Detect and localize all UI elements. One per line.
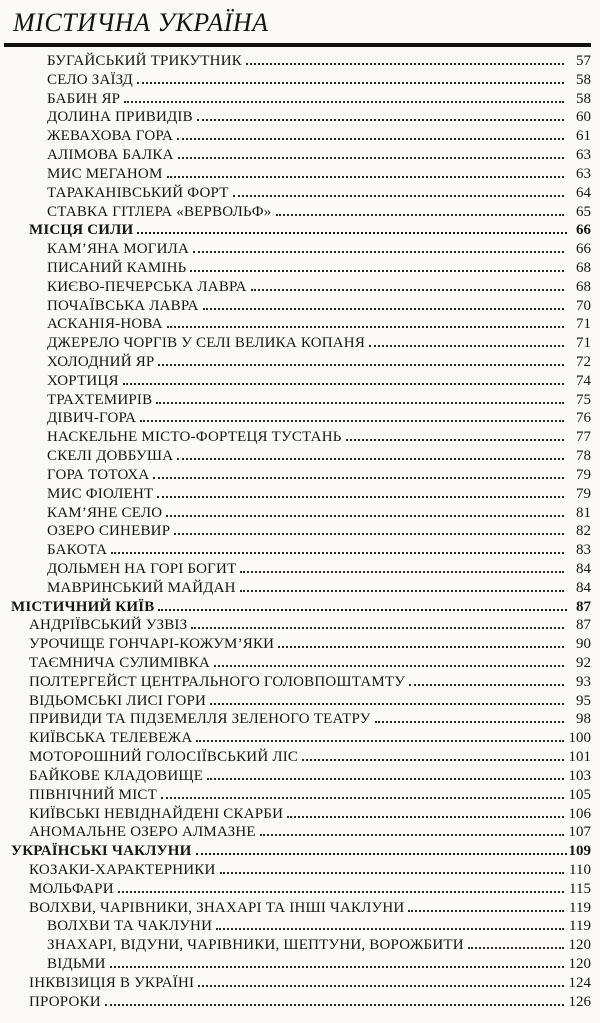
toc-entry-label: ТРАХТЕМИРІВ xyxy=(47,391,153,408)
toc-entry-label: КИЇВСЬКА ТЕЛЕВЕЖА xyxy=(29,730,193,747)
dot-leader xyxy=(137,232,567,234)
toc-entry xyxy=(3,428,591,447)
toc-entry-label: СТАВКА ГІТЛЕРА «ВЕРВОЛЬФ» xyxy=(47,203,272,220)
toc-entry xyxy=(3,240,591,259)
toc-entry-label: ОЗЕРО СИНЕВИР xyxy=(47,523,171,540)
dot-leader xyxy=(193,251,564,253)
dot-leader xyxy=(140,420,564,422)
toc-entry xyxy=(3,936,591,955)
toc-entry-page: 81 xyxy=(576,504,591,521)
header-rule xyxy=(4,43,591,47)
toc-entry-label: ПІВНІЧНИЙ МІСТ xyxy=(29,786,157,803)
toc-entry xyxy=(3,259,591,278)
toc-entry xyxy=(3,616,591,635)
dot-leader xyxy=(158,609,567,611)
toc-entry-page: 126 xyxy=(568,993,591,1010)
dot-leader xyxy=(220,872,564,874)
toc-entry xyxy=(3,278,591,297)
toc-entry-page: 115 xyxy=(569,880,591,897)
toc-entry-label: МОЛЬФАРИ xyxy=(29,880,114,897)
toc-entry-label: ТАРАКАНІВСЬКИЙ ФОРТ xyxy=(47,184,229,201)
toc-entry xyxy=(3,409,591,428)
toc-entry-page: 79 xyxy=(576,485,591,502)
toc-entry xyxy=(3,673,591,692)
toc-entry-label: ТАЄМНИЧА СУЛИМІВКА xyxy=(29,655,210,671)
toc-entry xyxy=(3,372,591,391)
toc-entry xyxy=(3,541,591,560)
toc-entry-page: 66 xyxy=(576,241,591,258)
toc-entry xyxy=(3,315,591,334)
toc-entry xyxy=(3,391,591,410)
toc-entry-label: АНОМАЛЬНЕ ОЗЕРО АЛМАЗНЕ xyxy=(29,824,256,841)
toc-entry-label: КИЇВСЬКІ НЕВІДНАЙДЕНІ СКАРБИ xyxy=(29,805,284,822)
dot-leader xyxy=(124,101,564,103)
toc-entry-page: 93 xyxy=(576,673,591,690)
toc-entry-label: БУГАЙСЬКИЙ ТРИКУТНИК xyxy=(47,53,242,69)
toc-entry-label: ГОРА ТОТОХА xyxy=(47,466,150,483)
toc-entry xyxy=(3,560,591,579)
toc-entry xyxy=(3,221,591,240)
toc-entry xyxy=(3,993,591,1012)
toc-entry-label: БАКОТА xyxy=(47,542,108,559)
dot-leader xyxy=(207,778,564,780)
toc-entry-label: БАЙКОВЕ КЛАДОВИЩЕ xyxy=(29,767,204,784)
toc-entry xyxy=(3,522,591,541)
toc-entry xyxy=(3,334,591,353)
toc-entry-page: 124 xyxy=(568,974,591,991)
toc-entry xyxy=(3,729,591,748)
toc-entry-page: 105 xyxy=(568,786,591,803)
toc-entry xyxy=(3,710,591,729)
dot-leader xyxy=(191,627,564,629)
toc-entry-label: ДОЛЬМЕН НА ГОРІ БОГИТ xyxy=(47,560,237,577)
toc-entry-page: 64 xyxy=(576,184,591,201)
toc-entry xyxy=(3,504,591,523)
toc-entry-label: ЗНАХАРІ, ВІДУНИ, ЧАРІВНИКИ, ШЕПТУНИ, ВОРОЖБИТИ xyxy=(47,937,464,954)
dot-leader xyxy=(177,458,564,460)
toc-entry xyxy=(3,447,591,466)
toc-entry xyxy=(3,805,591,824)
dot-leader xyxy=(118,891,564,893)
toc-entry xyxy=(3,899,591,918)
toc-list xyxy=(3,52,591,1011)
toc-entry-page: 57 xyxy=(576,53,591,69)
toc-entry-page: 87 xyxy=(576,598,591,615)
toc-entry-label: ПИСАНИЙ КАМІНЬ xyxy=(47,259,187,276)
toc-entry xyxy=(3,823,591,842)
dot-leader xyxy=(123,383,564,385)
toc-entry xyxy=(3,654,591,673)
dot-leader xyxy=(302,759,564,761)
toc-entry-label: ВОЛХВИ ТА ЧАКЛУНИ xyxy=(47,918,213,935)
toc-entry-label: ДІВИЧ-ГОРА xyxy=(47,410,137,427)
toc-entry xyxy=(3,635,591,654)
toc-entry-label: ПРИВИДИ ТА ПІДЗЕМЕЛЛЯ ЗЕЛЕНОГО ТЕАТРУ xyxy=(29,711,371,728)
toc-entry xyxy=(3,127,591,146)
dot-leader xyxy=(246,63,564,65)
dot-leader xyxy=(409,684,564,686)
toc-entry-label: КАМ’ЯНЕ СЕЛО xyxy=(47,504,163,521)
toc-entry xyxy=(3,974,591,993)
dot-leader xyxy=(287,816,564,818)
toc-entry-page: 71 xyxy=(576,335,591,352)
dot-leader xyxy=(105,1004,564,1006)
toc-entry-label: МИС ФІОЛЕНТ xyxy=(47,485,154,502)
toc-entry-page: 68 xyxy=(576,259,591,276)
toc-entry-page: 61 xyxy=(576,128,591,145)
dot-leader xyxy=(240,590,564,592)
toc-entry-label: ВОЛХВИ, ЧАРІВНИКИ, ЗНАХАРІ ТА ІНШІ ЧАКЛУНИ xyxy=(29,899,405,916)
dot-leader xyxy=(167,326,564,328)
toc-entry-label: ДОЛИНА ПРИВИДІВ xyxy=(47,109,193,126)
toc-entry xyxy=(3,767,591,786)
toc-entry-label: КАМ’ЯНА МОГИЛА xyxy=(47,241,190,258)
dot-leader xyxy=(216,928,564,930)
dot-leader xyxy=(198,985,564,987)
toc-entry xyxy=(3,861,591,880)
dot-leader xyxy=(240,571,564,573)
dot-leader xyxy=(178,157,564,159)
toc-entry-page: 107 xyxy=(568,824,591,841)
toc-entry-page: 63 xyxy=(576,165,591,182)
toc-entry xyxy=(3,297,591,316)
toc-entry xyxy=(3,52,591,71)
toc-entry-label: СКЕЛІ ДОВБУША xyxy=(47,448,174,465)
dot-leader xyxy=(110,966,564,968)
dot-leader xyxy=(190,270,564,272)
dot-leader xyxy=(214,665,564,667)
toc-entry xyxy=(3,108,591,127)
toc-entry-page: 103 xyxy=(568,767,591,784)
toc-entry-page: 90 xyxy=(576,636,591,653)
toc-entry-page: 120 xyxy=(568,956,591,972)
toc-entry-label: ЖЕВАХОВА ГОРА xyxy=(47,128,174,145)
dot-leader xyxy=(346,439,564,441)
toc-entry-page: 63 xyxy=(576,147,591,164)
toc-entry-page: 71 xyxy=(576,316,591,333)
toc-entry xyxy=(3,353,591,372)
toc-entry-page: 92 xyxy=(576,655,591,671)
page-title: МІСТИЧНА УКРАЇНА xyxy=(13,8,269,37)
toc-entry-label: СЕЛО ЗАЇЗД xyxy=(47,71,133,88)
toc-entry-page: 65 xyxy=(576,203,591,220)
dot-leader xyxy=(210,703,564,705)
toc-entry-page: 120 xyxy=(568,937,591,954)
toc-entry-label: МАВРИНСЬКИЙ МАЙДАН xyxy=(47,579,236,596)
toc-entry-label: БАБИН ЯР xyxy=(47,90,121,107)
toc-entry-label: МІСЦЯ СИЛИ xyxy=(29,222,134,239)
toc-entry-label: АЛІМОВА БАЛКА xyxy=(47,147,174,164)
toc-entry-page: 87 xyxy=(576,617,591,634)
dot-leader xyxy=(196,740,564,742)
toc-entry-label: КИЄВО-ПЕЧЕРСЬКА ЛАВРА xyxy=(47,278,247,295)
toc-entry-label: ІНКВІЗИЦІЯ В УКРАЇНІ xyxy=(29,974,195,991)
toc-entry-page: 110 xyxy=(569,861,591,878)
toc-entry-page: 84 xyxy=(576,560,591,577)
dot-leader xyxy=(278,646,564,648)
toc-entry-label: ПРОРОКИ xyxy=(29,993,101,1010)
dot-leader xyxy=(276,214,564,216)
toc-entry xyxy=(3,786,591,805)
toc-entry-page: 75 xyxy=(576,391,591,408)
toc-entry-label: АСКАНІЯ-НОВА xyxy=(47,316,163,333)
toc-entry xyxy=(3,165,591,184)
toc-entry-page: 82 xyxy=(576,523,591,540)
toc-entry-page: 101 xyxy=(568,749,591,766)
toc-entry-label: ПОЛТЕРГЕЙСТ ЦЕНТРАЛЬНОГО ГОЛОВПОШТАМТУ xyxy=(29,673,406,690)
toc-entry-label: НАСКЕЛЬНЕ МІСТО-ФОРТЕЦЯ ТУСТАНЬ xyxy=(47,429,342,446)
dot-leader xyxy=(408,910,564,912)
dot-leader xyxy=(174,533,564,535)
toc-entry-page: 70 xyxy=(576,297,591,314)
dot-leader xyxy=(196,853,567,855)
toc-entry-page: 60 xyxy=(576,109,591,126)
dot-leader xyxy=(156,402,564,404)
dot-leader xyxy=(166,515,564,517)
toc-entry xyxy=(3,842,591,861)
toc-entry xyxy=(3,485,591,504)
toc-entry xyxy=(3,692,591,711)
toc-entry-page: 58 xyxy=(576,90,591,107)
toc-entry-label: ДЖЕРЕЛО ЧОРГІВ У СЕЛІ ВЕЛИКА КОПАНЯ xyxy=(47,335,366,352)
toc-entry xyxy=(3,579,591,598)
dot-leader xyxy=(137,82,564,84)
toc-entry-page: 95 xyxy=(576,692,591,709)
toc-entry xyxy=(3,90,591,109)
dot-leader xyxy=(369,345,564,347)
toc-entry-page: 119 xyxy=(569,918,591,935)
toc-entry-page: 72 xyxy=(576,354,591,370)
dot-leader xyxy=(233,195,564,197)
dot-leader xyxy=(153,477,564,479)
toc-entry xyxy=(3,71,591,90)
toc-entry xyxy=(3,203,591,222)
toc-entry-label: УКРАЇНСЬКІ ЧАКЛУНИ xyxy=(11,843,192,860)
toc-entry-page: 66 xyxy=(576,222,591,239)
toc-entry-page: 58 xyxy=(576,71,591,88)
toc-entry xyxy=(3,598,591,617)
toc-entry xyxy=(3,748,591,767)
toc-entry-page: 98 xyxy=(576,711,591,728)
toc-entry-page: 68 xyxy=(576,278,591,295)
toc-entry-label: ПОЧАЇВСЬКА ЛАВРА xyxy=(47,297,199,314)
toc-entry-page: 106 xyxy=(568,805,591,822)
dot-leader xyxy=(177,138,564,140)
toc-entry-label: МИС МЕГАНОМ xyxy=(47,165,163,182)
dot-leader xyxy=(203,308,564,310)
toc-entry xyxy=(3,146,591,165)
dot-leader xyxy=(157,496,564,498)
dot-leader xyxy=(111,552,564,554)
toc-entry-page: 100 xyxy=(568,730,591,747)
toc-entry-page: 119 xyxy=(569,899,591,916)
toc-entry-page: 84 xyxy=(576,579,591,596)
toc-entry-page: 79 xyxy=(576,466,591,483)
dot-leader xyxy=(251,289,564,291)
toc-entry-page: 83 xyxy=(576,542,591,559)
dot-leader xyxy=(158,364,564,366)
dot-leader xyxy=(161,797,564,799)
toc-entry xyxy=(3,466,591,485)
dot-leader xyxy=(468,947,564,949)
toc-entry-page: 78 xyxy=(576,448,591,465)
toc-entry-page: 77 xyxy=(576,429,591,446)
toc-entry-page: 76 xyxy=(576,410,591,427)
dot-leader xyxy=(260,834,564,836)
toc-entry xyxy=(3,880,591,899)
dot-leader xyxy=(197,119,564,121)
toc-entry-label: КОЗАКИ-ХАРАКТЕРНИКИ xyxy=(29,861,216,878)
dot-leader xyxy=(167,176,565,178)
toc-entry-label: ВІДЬМИ xyxy=(47,956,106,972)
toc-entry-label: ХОЛОДНИЙ ЯР xyxy=(47,354,155,370)
toc-entry-label: ХОРТИЦЯ xyxy=(47,372,119,389)
toc-entry-label: АНДРІЇВСЬКИЙ УЗВІЗ xyxy=(29,617,188,634)
dot-leader xyxy=(375,721,564,723)
toc-entry-label: МОТОРОШНИЙ ГОЛОСІЇВСЬКИЙ ЛІС xyxy=(29,749,299,766)
toc-entry xyxy=(3,917,591,936)
toc-entry-label: ВІДЬОМСЬКІ ЛИСІ ГОРИ xyxy=(29,692,207,709)
toc-entry xyxy=(3,184,591,203)
toc-entry-page: 74 xyxy=(576,372,591,389)
toc-entry-label: УРОЧИЩЕ ГОНЧАРІ-КОЖУМ’ЯКИ xyxy=(29,636,275,653)
toc-entry-page: 109 xyxy=(568,843,591,860)
toc-entry-label: МІСТИЧНИЙ КИЇВ xyxy=(11,598,155,615)
toc-entry xyxy=(3,955,591,974)
